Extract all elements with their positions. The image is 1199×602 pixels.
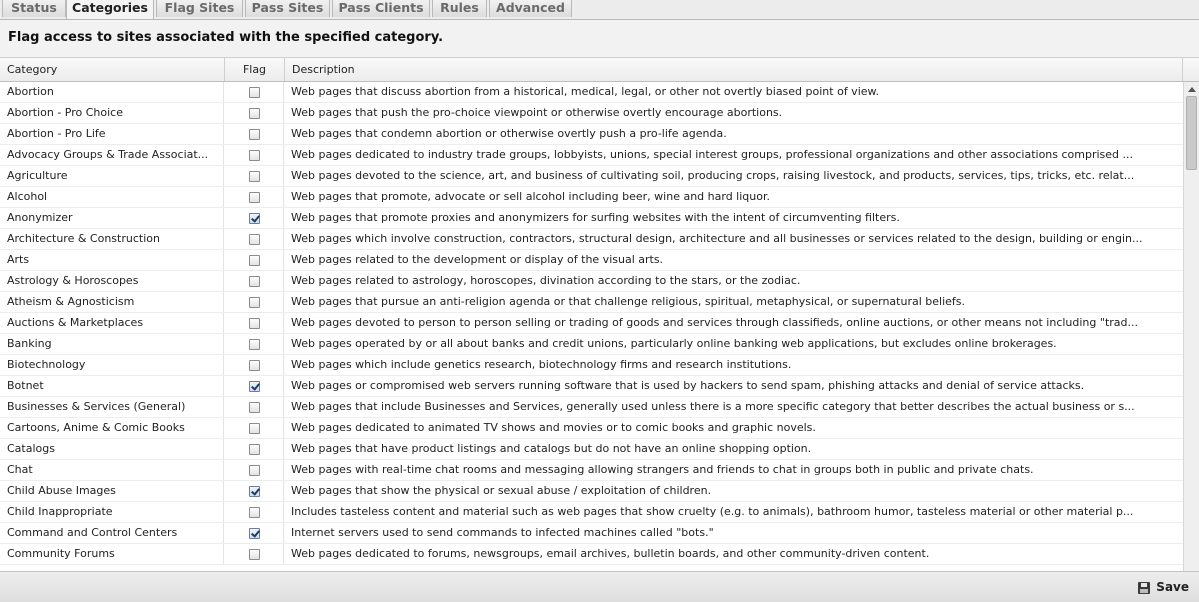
category-name: Banking <box>0 334 224 354</box>
table-row[interactable] <box>0 292 1183 313</box>
column-header-description[interactable]: Description <box>285 58 1183 81</box>
category-name: Command and Control Centers <box>0 523 224 543</box>
flag-cell <box>225 481 284 501</box>
tab-pass-sites[interactable]: Pass Sites <box>245 0 330 17</box>
table-row[interactable] <box>0 334 1183 355</box>
category-description: Web pages that promote, advocate or sell alcohol including beer, wine and hard liquor. <box>291 190 770 203</box>
flag-cell <box>225 313 284 333</box>
table-row[interactable] <box>0 355 1183 376</box>
category-description: Web pages with real-time chat rooms and messaging allowing strangers and friends to chat in groups both in public and private chats. <box>291 463 1034 476</box>
tab-categories[interactable]: Categories <box>66 0 154 19</box>
table-row[interactable] <box>0 271 1183 292</box>
category-description: Web pages operated by or all about banks and credit unions, particularly online banking web applications, but excludes online brokerages. <box>291 337 1057 350</box>
flag-checkbox[interactable] <box>249 381 260 392</box>
table-row[interactable] <box>0 145 1183 166</box>
category-description: Internet servers used to send commands to infected machines called "bots." <box>291 526 714 539</box>
save-button[interactable] <box>1138 579 1189 595</box>
category-name: Abortion - Pro Life <box>0 124 224 144</box>
category-name: Architecture & Construction <box>0 229 224 249</box>
category-grid <box>0 57 1199 592</box>
table-row[interactable] <box>0 208 1183 229</box>
table-row[interactable] <box>0 124 1183 145</box>
category-description: Web pages devoted to the science, art, and business of cultivating soil, producing crops, raising livestock, and products, services, tips, tricks, etc. relat... <box>291 169 1135 182</box>
flag-checkbox[interactable] <box>249 192 260 203</box>
table-row[interactable] <box>0 82 1183 103</box>
table-row[interactable] <box>0 439 1183 460</box>
table-row[interactable] <box>0 250 1183 271</box>
grid-header <box>0 58 1199 82</box>
flag-cell <box>225 271 284 291</box>
flag-checkbox[interactable] <box>249 339 260 350</box>
category-description: Web pages that pursue an anti-religion agenda or that challenge religious, spiritual, metaphysical, or supernatural beliefs. <box>291 295 965 308</box>
flag-cell <box>225 355 284 375</box>
category-name: Auctions & Marketplaces <box>0 313 224 333</box>
flag-cell <box>225 418 284 438</box>
category-name: Chat <box>0 460 224 480</box>
category-name: Cartoons, Anime & Comic Books <box>0 418 224 438</box>
table-row[interactable] <box>0 313 1183 334</box>
category-description: Web pages that include Businesses and Services, generally used unless there is a more specific category that better describes the actual business or s... <box>291 400 1135 413</box>
column-header-category[interactable]: Category <box>0 58 225 81</box>
grid-rows <box>0 82 1183 592</box>
flag-cell <box>225 460 284 480</box>
flag-checkbox[interactable] <box>249 234 260 245</box>
category-description: Web pages that discuss abortion from a historical, medical, legal, or other not overtly biased point of view. <box>291 85 880 98</box>
category-description: Web pages or compromised web servers running software that is used by hackers to send spam, phishing attacks and denial of service attacks. <box>291 379 1085 392</box>
flag-checkbox[interactable] <box>249 402 260 413</box>
page-title: Flag access to sites associated with the specified category. <box>8 30 444 45</box>
flag-cell <box>225 397 284 417</box>
tab-pass-clients[interactable]: Pass Clients <box>332 0 430 17</box>
category-description: Web pages devoted to person to person selling or trading of goods and services through classifieds, online auctions, or other means not including "trad... <box>291 316 1138 329</box>
category-description: Web pages that show the physical or sexual abuse / exploitation of children. <box>291 484 712 497</box>
category-description: Web pages dedicated to forums, newsgroups, email archives, bulletin boards, and other community-driven content. <box>291 547 930 560</box>
category-name: Community Forums <box>0 544 224 564</box>
flag-checkbox[interactable] <box>249 486 260 497</box>
category-description: Web pages which involve construction, contractors, structural design, architecture and all businesses or services related to the design, building or engin... <box>291 232 1143 245</box>
table-row[interactable] <box>0 166 1183 187</box>
category-name: Biotechnology <box>0 355 224 375</box>
flag-checkbox[interactable] <box>249 528 260 539</box>
flag-checkbox[interactable] <box>249 549 260 560</box>
flag-checkbox[interactable] <box>249 360 260 371</box>
flag-cell <box>225 334 284 354</box>
table-row[interactable] <box>0 103 1183 124</box>
flag-checkbox[interactable] <box>249 171 260 182</box>
flag-cell <box>225 124 284 144</box>
flag-checkbox[interactable] <box>249 507 260 518</box>
flag-cell <box>225 523 284 543</box>
flag-cell <box>225 544 284 564</box>
tab-advanced[interactable]: Advanced <box>489 0 572 17</box>
flag-checkbox[interactable] <box>249 87 260 98</box>
flag-checkbox[interactable] <box>249 318 260 329</box>
flag-checkbox[interactable] <box>249 276 260 287</box>
category-name: Arts <box>0 250 224 270</box>
category-description: Web pages related to astrology, horoscopes, divination according to the stars, or the zodiac. <box>291 274 801 287</box>
scrollbar-thumb[interactable] <box>1186 96 1197 170</box>
flag-cell <box>225 502 284 522</box>
table-row[interactable] <box>0 187 1183 208</box>
tab-flag-sites[interactable]: Flag Sites <box>156 0 243 17</box>
footer-toolbar <box>0 571 1199 602</box>
category-description: Includes tasteless content and material such as web pages that show cruelty (e.g. to animals), bathroom humor, tasteless material or other material p... <box>291 505 1134 518</box>
flag-checkbox[interactable] <box>249 444 260 455</box>
category-description: Web pages that have product listings and catalogs but do not have an online shopping option. <box>291 442 812 455</box>
table-row[interactable] <box>0 523 1183 544</box>
categories-panel <box>0 20 1199 601</box>
category-name: Child Abuse Images <box>0 481 224 501</box>
category-name: Anonymizer <box>0 208 224 228</box>
flag-cell <box>225 439 284 459</box>
table-row[interactable] <box>0 376 1183 397</box>
category-description: Web pages that condemn abortion or otherwise overtly push a pro-life agenda. <box>291 127 727 140</box>
tab-rules[interactable]: Rules <box>432 0 487 17</box>
category-name: Abortion - Pro Choice <box>0 103 224 123</box>
category-description: Web pages dedicated to industry trade groups, lobbyists, unions, special interest groups, professional organizations and other associations comprised ... <box>291 148 1134 161</box>
category-name: Catalogs <box>0 439 224 459</box>
tab-bar <box>0 0 1199 20</box>
flag-checkbox[interactable] <box>249 297 260 308</box>
table-row[interactable] <box>0 229 1183 250</box>
flag-cell <box>225 166 284 186</box>
flag-cell <box>225 376 284 396</box>
flag-checkbox[interactable] <box>249 423 260 434</box>
flag-checkbox[interactable] <box>249 108 260 119</box>
flag-checkbox[interactable] <box>249 129 260 140</box>
flag-cell <box>225 187 284 207</box>
category-name: Alcohol <box>0 187 224 207</box>
vertical-scrollbar[interactable] <box>1183 82 1199 592</box>
scroll-up-icon[interactable] <box>1188 87 1196 92</box>
category-description: Web pages related to the development or display of the visual arts. <box>291 253 664 266</box>
table-row[interactable] <box>0 481 1183 502</box>
column-header-flag[interactable]: Flag <box>225 58 285 81</box>
table-row[interactable] <box>0 418 1183 439</box>
save-icon <box>1138 582 1150 594</box>
table-row[interactable] <box>0 397 1183 418</box>
category-name: Abortion <box>0 82 224 102</box>
table-row[interactable] <box>0 502 1183 523</box>
category-name: Astrology & Horoscopes <box>0 271 224 291</box>
flag-checkbox[interactable] <box>249 255 260 266</box>
category-name: Atheism & Agnosticism <box>0 292 224 312</box>
category-description: Web pages dedicated to animated TV shows and movies or to comic books and graphic novels. <box>291 421 816 434</box>
flag-checkbox[interactable] <box>249 213 260 224</box>
category-description: Web pages which include genetics research, biotechnology firms and research institutions. <box>291 358 792 371</box>
flag-cell <box>225 82 284 102</box>
category-description: Web pages that promote proxies and anonymizers for surfing websites with the intent of circumventing filters. <box>291 211 900 224</box>
flag-cell <box>225 250 284 270</box>
save-label: Save <box>1156 580 1189 594</box>
table-row[interactable] <box>0 544 1183 565</box>
flag-cell <box>225 208 284 228</box>
table-row[interactable] <box>0 460 1183 481</box>
category-name: Agriculture <box>0 166 224 186</box>
flag-cell <box>225 292 284 312</box>
tab-status[interactable]: Status <box>2 0 66 17</box>
flag-cell <box>225 145 284 165</box>
category-name: Advocacy Groups & Trade Associat... <box>0 145 224 165</box>
flag-checkbox[interactable] <box>249 465 260 476</box>
flag-checkbox[interactable] <box>249 150 260 161</box>
category-name: Businesses & Services (General) <box>0 397 224 417</box>
category-name: Botnet <box>0 376 224 396</box>
flag-cell <box>225 229 284 249</box>
category-description: Web pages that push the pro-choice viewpoint or otherwise overtly encourage abortions. <box>291 106 783 119</box>
flag-cell <box>225 103 284 123</box>
category-name: Child Inappropriate <box>0 502 224 522</box>
